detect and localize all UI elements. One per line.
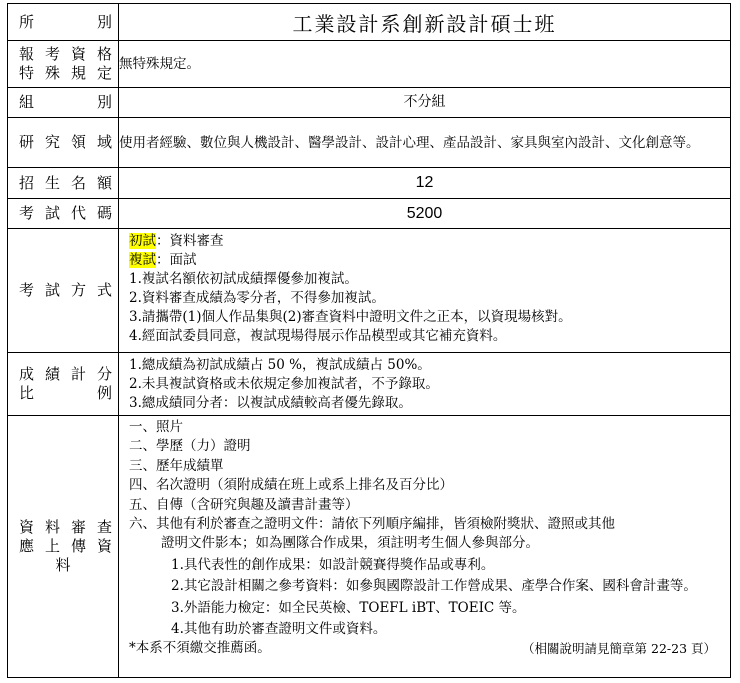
document-item: 五、自傳（含研究與趣及讀書計畫等） [129, 496, 359, 513]
recommendation-footnote: *本系不須繳交推薦函。 [129, 640, 271, 657]
label-cell [8, 353, 119, 416]
label-cell [8, 199, 119, 229]
exam-method-content [119, 229, 731, 353]
row-quota [8, 168, 731, 199]
exam-method-label: 考試方式 [19, 281, 112, 299]
group-label: 組別 [19, 93, 112, 111]
score-item: 3.總成績同分者：以複試成績較高者優先錄取。 [129, 394, 412, 411]
score-label-line1: 成績計分 [19, 365, 112, 383]
documents-content [119, 416, 731, 678]
label-cell [8, 4, 119, 41]
row-documents [8, 416, 731, 678]
label-cell [8, 88, 119, 118]
first-exam-tag: 初試 [129, 233, 156, 249]
exam-note: 1.複試名額依初試成績擇優參加複試。 [129, 271, 358, 287]
document-item: 三、歷年成績單 [129, 457, 224, 474]
second-exam-line [129, 251, 730, 270]
exam-code-value: 5200 [119, 199, 731, 229]
score-item: 2.未具複試資格或未依規定參加複試者，不予錄取。 [129, 375, 439, 392]
exam-note: 3.請攜帶(1)個人作品集與(2)審查資料中證明文件之正本，以資現場核對。 [129, 309, 572, 325]
label-cell [8, 118, 119, 168]
row-group [8, 88, 731, 118]
department-name: 工業設計系創新設計碩士班 [119, 4, 731, 41]
second-exam-tag: 複試 [129, 252, 156, 268]
score-ratio-content [119, 353, 731, 416]
second-exam-text: ：面試 [156, 252, 197, 268]
row-qualification [8, 41, 731, 88]
document-sub-item: 3.外語能力檢定：如全民英檢、TOEFL iBT、TOEIC 等。 [171, 599, 526, 616]
exam-note: 4.經面試委員同意，複試現場得展示作品模型或其它補充資料。 [129, 328, 507, 344]
documents-label-line2: 應上傳資 [19, 537, 112, 555]
document-sub-item: 4.其他有助於審查證明文件或資料。 [171, 621, 387, 638]
group-value: 不分組 [119, 88, 731, 118]
quota-value: 12 [119, 168, 731, 199]
first-exam-text: ：資料審查 [156, 233, 224, 249]
documents-footer [129, 639, 730, 658]
row-score-ratio [8, 353, 731, 416]
label-cell [8, 168, 119, 199]
row-research [8, 118, 731, 168]
row-department [8, 4, 731, 41]
qualification-label-line2: 特殊規定 [19, 64, 112, 82]
document-sub-item: 1.具代表性的創作成果：如設計競賽得獎作品或專利。 [171, 556, 495, 573]
document-item-6-head: 六、其他有利於審查之證明文件：請依下列順序編排，皆須檢附獎狀、證照或其他 [129, 516, 615, 533]
label-cell [8, 41, 119, 88]
label-cell [8, 416, 119, 678]
document-item: 二、學歷（力）證明 [129, 438, 251, 455]
document-item: 四、名次證明（須附成績在班上或系上排名及百分比） [129, 477, 453, 494]
department-label: 所別 [19, 12, 112, 31]
exam-code-label: 考試代碼 [19, 204, 112, 222]
score-item: 1.總成績為初試成績占 50 %，複試成績占 50%。 [129, 356, 431, 373]
document-item: 一、照片 [129, 419, 183, 435]
row-exam-method [8, 229, 731, 353]
research-label: 研究領域 [19, 133, 112, 151]
documents-label-line3: 料 [55, 556, 71, 574]
row-exam-code [8, 199, 731, 229]
score-label-line2: 比例 [19, 384, 112, 402]
label-cell [8, 229, 119, 353]
quota-label: 招生名額 [19, 173, 112, 192]
documents-label-line1: 資料審查 [19, 518, 112, 536]
research-value: 使用者經驗、數位與人機設計、醫學設計、設計心理、產品設計、家具與室內設計、文化創意等。 [119, 118, 731, 168]
qualification-value: 無特殊規定。 [119, 41, 731, 88]
exam-note: 2.資料審查成績為零分者，不得參加複試。 [129, 290, 385, 306]
reference-note: （相關說明請見簡章第 22-23 頁） [522, 641, 716, 657]
document-item-6-continued: 證明文件影本；如為團隊合作成果，須註明考生個人參與部分。 [161, 535, 539, 552]
first-exam-line [129, 232, 730, 251]
admission-info-table [7, 3, 731, 678]
qualification-label-line1: 報考資格 [19, 45, 112, 63]
document-sub-item: 2.其它設計相關之參考資料：如參與國際設計工作營成果、產學合作案、國科會計畫等。 [171, 578, 697, 595]
